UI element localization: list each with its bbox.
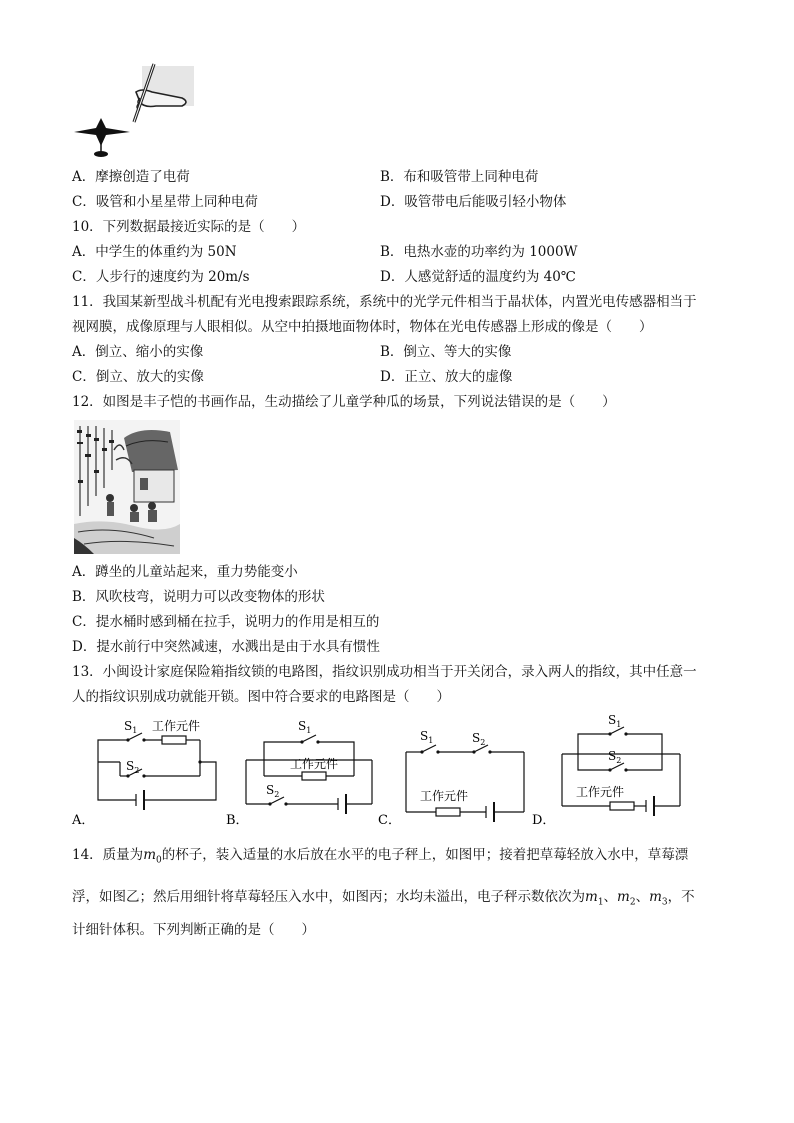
q9-option-d: D．吸管带电后能吸引轻小物体 <box>380 194 567 210</box>
q9-option-c: C．吸管和小星星带上同种电荷 <box>72 194 258 210</box>
svg-text:S2: $S_2$ <box>608 749 622 765</box>
q10-option-a: A．中学生的体重约为 50N <box>72 244 237 260</box>
circuit-c-label: C． <box>378 813 401 828</box>
circuit-c <box>378 712 538 830</box>
svg-text:S1: $S_1$ <box>124 719 138 735</box>
circuit-d <box>532 712 692 830</box>
feng-zikai-painting <box>74 420 180 554</box>
circuit-b <box>226 712 386 830</box>
q12-option-d: D．提水前行中突然减速，水溅出是由于水具有惯性 <box>72 639 380 655</box>
q11-option-b: B．倒立、等大的实像 <box>380 344 512 360</box>
q9-option-a: A．摩擦创造了电荷 <box>72 169 190 185</box>
svg-text:S1: $S_1$ <box>420 729 434 745</box>
q13-stem-line2: 人的指纹识别成功就能开锁。图中符合要求的电路图是（ ） <box>72 689 450 705</box>
q10-stem: 10．下列数据最接近实际的是（ ） <box>72 219 306 235</box>
q11-option-d: D．正立、放大的虚像 <box>380 369 513 385</box>
svg-text:S1: $S_1$ <box>298 719 312 735</box>
q14-line2: 浮，如图乙；然后用细针将草莓轻压入水中，如图丙；水均未溢出，电子秤示数依次为$m_1$、$m_2$、$m_3$，不 <box>72 889 695 908</box>
q12-option-a: A．蹲坐的儿童站起来，重力势能变小 <box>72 564 298 580</box>
svg-text:S2: $S_2$ <box>472 731 486 747</box>
q10-option-d: D．人感觉舒适的温度约为 40℃ <box>380 269 576 285</box>
q10-option-c: C．人步行的速度约为 20m/s <box>72 269 250 285</box>
q11-stem-line2: 视网膜，成像原理与人眼相似。从空中拍摄地面物体时，物体在光电传感器上形成的像是（ ） <box>72 319 653 335</box>
circuit-d-component-label: 工作元件 <box>576 785 625 799</box>
svg-text:S2: $S_2$ <box>126 759 140 775</box>
q14-line3: 计细针体积。下列判断正确的是（ ） <box>72 922 315 938</box>
q14-line1: 14．质量为$m_0$的杯子，装入适量的水后放在水平的电子秤上，如图甲；接着把草莓轻放入水中，草莓漂 <box>72 847 689 866</box>
q13-stem-line1: 13．小闽设计家庭保险箱指纹锁的电路图，指纹识别成功相当于开关闭合，录入两人的指纹，其中任意一 <box>72 664 697 680</box>
circuit-c-component-label: 工作元件 <box>420 789 469 803</box>
q11-option-a: A．倒立、缩小的实像 <box>72 344 204 360</box>
straw-star-figure <box>70 62 200 162</box>
svg-text:S2: $S_2$ <box>266 783 280 799</box>
circuit-a <box>70 712 230 830</box>
circuit-a-label: A． <box>72 813 95 828</box>
q11-stem-line1: 11．我国某新型战斗机配有光电搜索跟踪系统，系统中的光学元件相当于晶状体，内置光电传感器相当于 <box>72 294 697 310</box>
circuit-d-label: D． <box>532 813 556 828</box>
q10-option-b: B．电热水壶的功率约为 1000W <box>380 244 578 260</box>
q12-option-c: C．提水桶时感到桶在拉手，说明力的作用是相互的 <box>72 614 380 630</box>
circuit-b-component-label: 工作元件 <box>290 757 339 771</box>
q9-option-b: B．布和吸管带上同种电荷 <box>380 169 539 185</box>
q11-option-c: C．倒立、放大的实像 <box>72 369 204 385</box>
q12-option-b: B．风吹枝弯，说明力可以改变物体的形状 <box>72 589 325 605</box>
q12-stem: 12．如图是丰子恺的书画作品，生动描绘了儿童学种瓜的场景，下列说法错误的是（ ） <box>72 394 616 410</box>
circuit-a-component-label: 工作元件 <box>152 719 201 733</box>
svg-text:S1: $S_1$ <box>608 713 622 729</box>
circuit-b-label: B． <box>226 813 249 828</box>
